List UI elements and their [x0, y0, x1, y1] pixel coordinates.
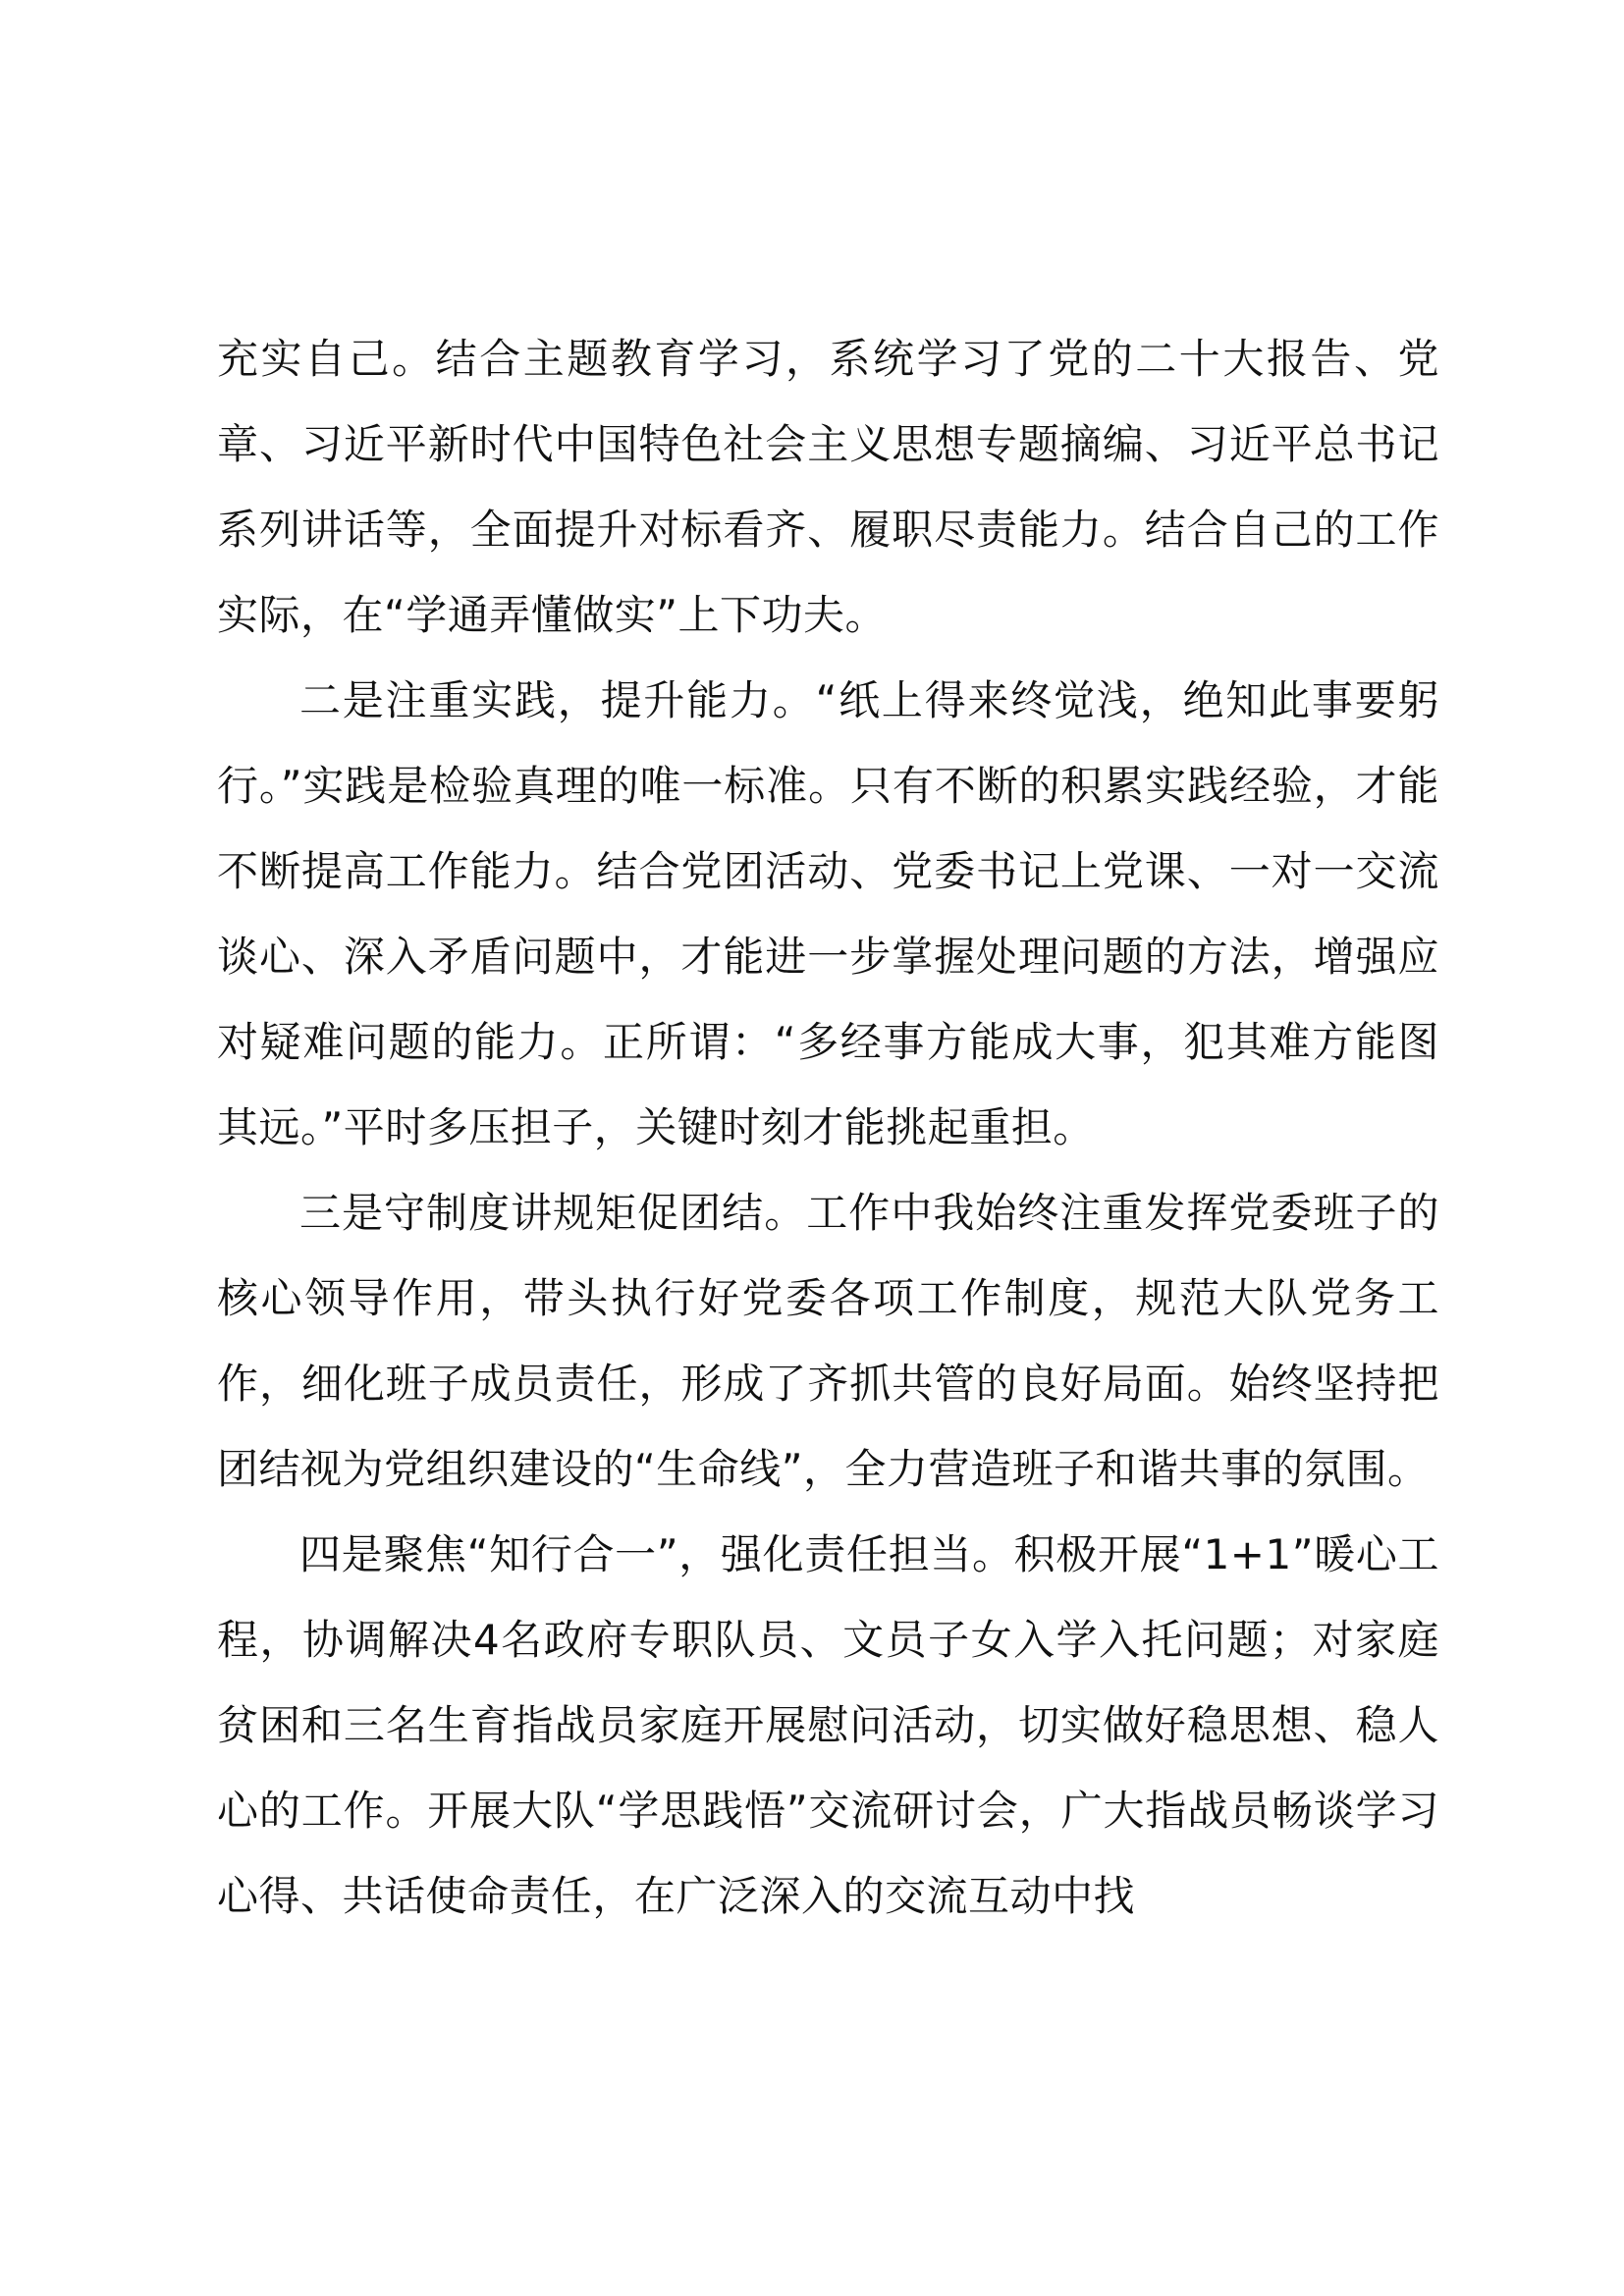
paragraph-practice: 二是注重实践，提升能力。“纸上得来终觉浅，绝知此事要躬行。”实践是检验真理的唯一标准。只有不断的积累实践经验，才能不断提高工作能力。结合党团活动、党委书记上党课、一对一交流谈心、深入矛盾问题中，才能进一步掌握处理问题的方法，增强应对疑难问题的能力。正所谓：“多经事方能成大事，犯其难方能图其远。”平时多压担子，关键时刻才能挑起重担。 [217, 676, 1439, 1151]
paragraph-responsibility: 四是聚焦“知行合一”，强化责任担当。积极开展“1+1”暖心工程，协调解决4名政府专职队员、文员子女入学入托问题；对家庭贫困和三名生育指战员家庭开展慰问活动，切实做好稳思想、稳人心的工作。开展大队“学思践悟”交流研讨会，广大指战员畅谈学习心得、共话使命责任，在广泛深入的交流互动中找 [217, 1530, 1439, 1920]
document-body [217, 316, 1439, 1939]
paragraph-rules-unity: 三是守制度讲规矩促团结。工作中我始终注重发挥党委班子的核心领导作用，带头执行好党委各项工作制度，规范大队党务工作，细化班子成员责任，形成了齐抓共管的良好局面。始终坚持把团结视为党组织建设的“生命线”，全力营造班子和谐共事的氛围。 [217, 1189, 1439, 1493]
paragraph-continuation: 充实自己。结合主题教育学习，系统学习了党的二十大报告、党章、习近平新时代中国特色社会主义思想专题摘编、习近平总书记系列讲话等，全面提升对标看齐、履职尽责能力。结合自己的工作实际，在“学通弄懂做实”上下功夫。 [217, 335, 1439, 639]
